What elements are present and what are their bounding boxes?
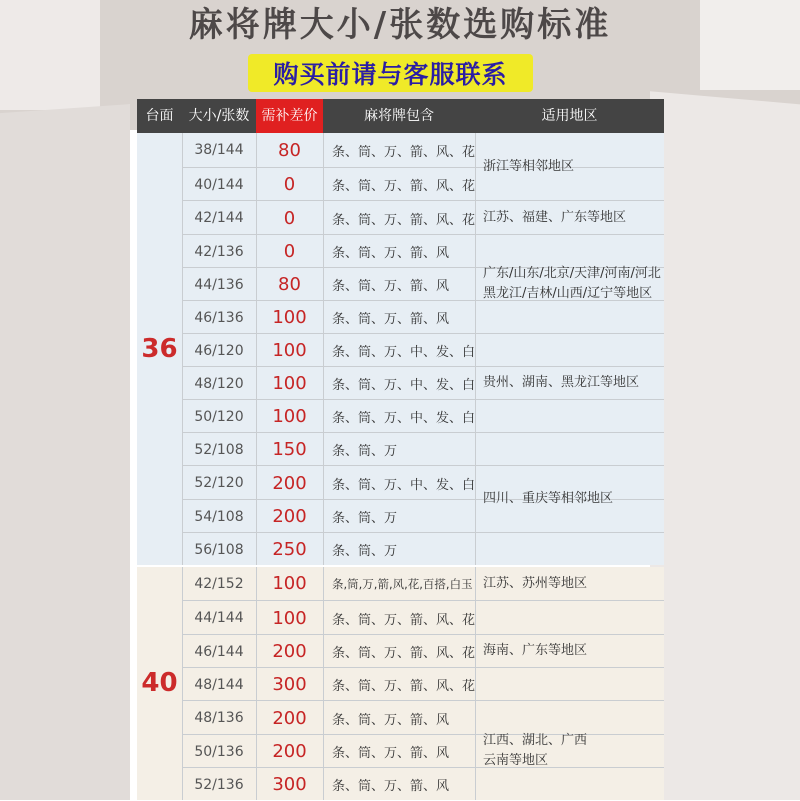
pieces-cell: 条、筒、万 (332, 544, 398, 559)
column-divider (256, 133, 257, 565)
pieces-cell: 条、筒、万、箭、风 (332, 712, 450, 728)
size-count-cell: 48/120 (194, 375, 244, 392)
pieces-cell: 条、筒、万 (332, 511, 398, 526)
extra-price-cell: 300 (272, 774, 307, 795)
region-text: 浙江等相邻地区 (483, 158, 575, 174)
column-divider (323, 567, 324, 800)
table-size-label: 36 (141, 334, 178, 364)
extra-price-cell: 150 (272, 439, 307, 460)
region-text: 四川、重庆等相邻地区 (483, 491, 614, 506)
region-text: 海南、广东等地区 (483, 642, 588, 658)
column-divider (475, 133, 476, 565)
pieces-cell: 条、筒、万 (332, 444, 398, 459)
pieces-cell: 条、筒、万、中、发、白 (332, 345, 476, 360)
region-cell (475, 200, 664, 234)
region-cell (475, 600, 664, 700)
size-count-cell: 46/136 (194, 309, 244, 326)
extra-price-cell: 200 (272, 641, 307, 662)
size-count-cell: 38/144 (194, 142, 244, 158)
extra-price-cell: 100 (272, 307, 307, 328)
header-extra-price: 需补差价 (256, 99, 323, 133)
extra-price-cell: 0 (283, 207, 296, 229)
extra-price-cell: 80 (278, 139, 301, 161)
extra-price-cell: 200 (272, 741, 307, 762)
size-count-cell: 40/144 (194, 176, 244, 193)
pieces-cell: 条、筒、万、箭、风 (332, 279, 450, 294)
size-count-cell: 52/136 (194, 776, 244, 793)
pieces-cell: 条、筒、万、箭、风、花 (332, 679, 476, 694)
region-text: 江西、湖北、广西 云南等地区 (483, 732, 588, 768)
extra-price-cell: 200 (272, 472, 307, 494)
size-count-cell: 44/136 (194, 276, 244, 293)
size-count-cell: 50/136 (194, 743, 244, 760)
size-count-cell: 50/120 (194, 408, 244, 425)
size-count-cell: 56/108 (194, 541, 244, 558)
extra-price-cell: 100 (272, 573, 307, 594)
region-text: 江苏、福建、广东等地区 (483, 209, 627, 225)
extra-price-cell: 250 (272, 539, 307, 560)
extra-price-cell: 100 (272, 406, 307, 427)
contact-banner-text: 购买前请与客服联系 (273, 60, 508, 89)
size-count-cell: 52/120 (194, 475, 244, 491)
extra-price-cell: 300 (272, 674, 307, 695)
column-divider (323, 133, 324, 565)
region-text: 江苏、苏州等地区 (483, 575, 588, 591)
size-count-cell: 42/144 (194, 210, 244, 226)
contact-banner (248, 54, 533, 92)
pieces-cell: 条、筒、万、箭、风、花 (332, 212, 476, 228)
pieces-cell: 条、筒、万、箭、风、花 (332, 179, 476, 194)
region-text: 贵州、湖南、黑龙江等地区 (483, 375, 640, 390)
pieces-cell: 条、筒、万、箭、风 (332, 779, 450, 794)
page-title: 麻将牌大小/张数选购标准 (188, 5, 612, 45)
column-divider (182, 567, 183, 800)
pieces-cell: 条、筒、万、中、发、白 (332, 477, 476, 493)
table-section (137, 133, 664, 565)
extra-price-cell: 80 (278, 274, 301, 295)
extra-price-cell: 0 (283, 174, 296, 195)
size-count-cell: 44/144 (194, 610, 244, 626)
size-count-cell: 46/144 (194, 643, 244, 660)
column-divider (182, 133, 183, 565)
header-size-count: 大小/张数 (188, 108, 250, 124)
pieces-cell: 条、筒、万、箭、风、花 (332, 144, 476, 160)
region-cell (475, 432, 664, 565)
extra-price-cell: 100 (272, 340, 307, 361)
size-count-cell: 46/120 (194, 342, 244, 359)
size-count-cell: 48/136 (194, 710, 244, 726)
pieces-cell: 条、筒、万、箭、风 (332, 746, 450, 761)
size-count-cell: 52/108 (194, 441, 244, 458)
region-text: 广东/山东/北京/天津/河南/河北 黑龙江/吉林/山西/辽宁等地区 (483, 266, 661, 301)
size-count-cell: 42/136 (194, 243, 244, 260)
extra-price-cell: 200 (272, 707, 307, 729)
pieces-cell: 条、筒、万、箭、风、花 (332, 612, 476, 628)
region-cell (475, 700, 664, 800)
table-size-label: 40 (141, 668, 178, 698)
column-divider (475, 567, 476, 800)
header-pieces: 麻将牌包含 (364, 108, 434, 124)
header-region: 适用地区 (541, 108, 598, 124)
extra-price-cell: 200 (272, 506, 307, 527)
pieces-cell: 条、筒、万、箭、风、花 (332, 646, 476, 661)
size-count-cell: 42/152 (194, 575, 244, 592)
pieces-cell: 条、筒、万、中、发、白 (332, 411, 476, 426)
region-cell (475, 234, 664, 333)
extra-price-cell: 100 (272, 607, 307, 629)
size-count-cell: 48/144 (194, 676, 244, 693)
header-table-size: 台面 (145, 108, 174, 124)
region-cell (475, 567, 664, 600)
column-divider (256, 567, 257, 800)
pieces-cell: 条、筒、万、中、发、白 (332, 378, 476, 393)
table-header (137, 99, 664, 133)
extra-price-cell: 100 (272, 373, 307, 394)
pieces-cell: 条、筒、万、箭、风 (332, 246, 450, 261)
size-count-cell: 54/108 (194, 508, 244, 525)
table-section (137, 567, 664, 800)
pieces-cell: 条、筒、万、箭、风 (332, 312, 450, 327)
extra-price-cell: 0 (283, 241, 296, 262)
region-cell (475, 133, 664, 200)
pieces-cell: 条,筒,万,箭,风,花,百搭,白玉 (332, 576, 473, 591)
region-cell (475, 333, 664, 432)
